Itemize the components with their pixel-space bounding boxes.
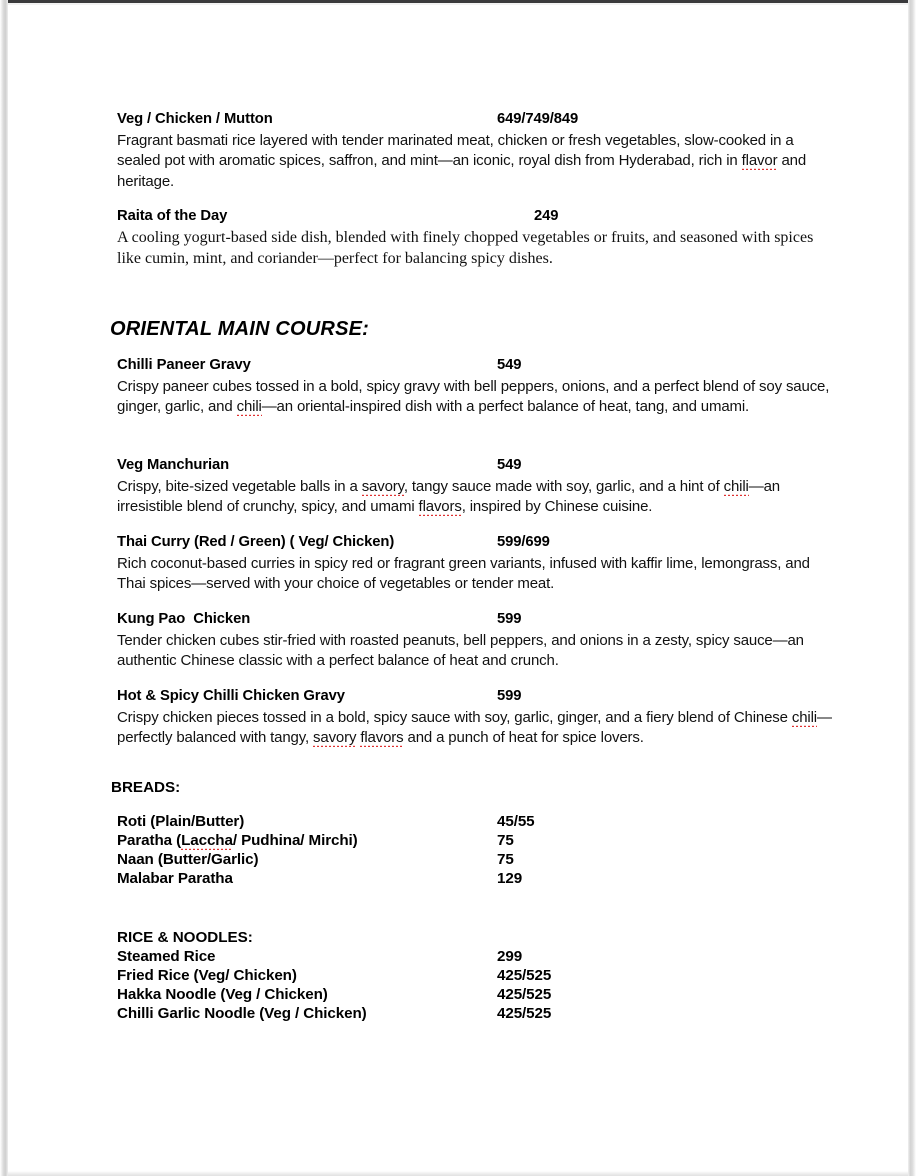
- menu-item-header-row: [117, 611, 835, 630]
- price-row-name: [117, 851, 258, 868]
- price-row-name: [117, 813, 244, 830]
- menu-item-price: 649/749/849: [497, 111, 579, 127]
- description-text-part: —an irresistible blend of crunchy, spicy, and umami: [117, 478, 780, 516]
- price-list-row-naan: [117, 851, 835, 870]
- menu-item-header-row: [117, 534, 835, 553]
- description-text-part: , inspired by Chinese cuisine.: [461, 498, 653, 516]
- section-heading-breads: BREADS:: [111, 779, 181, 796]
- menu-item-price: 599: [497, 611, 522, 627]
- menu-item-header-row: [117, 357, 835, 376]
- price-list-row-steamed-rice: [117, 948, 835, 967]
- description-text-part: Fragrant basmati rice layered with tender marinated meat, chicken or fresh vegetables, slow-cooked in a sealed pot with aromatic spices, saffron, and mint—an iconic, royal dish from Hyderabad, rich in: [117, 132, 794, 170]
- description-text-part: Crispy chicken pieces tossed in a bold, spicy sauce with soy, garlic, ginger, and a fiery blend of Chinese: [117, 709, 792, 726]
- menu-item-name: Veg Manchurian: [117, 457, 230, 473]
- misspelled-word: savory: [313, 729, 357, 747]
- menu-item-price: 249: [534, 208, 559, 224]
- page-left-edge-shadow: [0, 0, 8, 1176]
- menu-item-header-row: [117, 688, 835, 707]
- price-row-name-part: / Pudhina/ Mirchi): [232, 832, 358, 849]
- price-list-row-paratha: [117, 832, 835, 851]
- description-text-part: —an oriental-inspired dish with a perfect balance of heat, tang, and umami.: [261, 398, 750, 416]
- misspelled-word: flavors: [418, 498, 462, 516]
- menu-item-veg-manchurian: [117, 457, 835, 518]
- page-content-sheet: [9, 5, 907, 1171]
- price-row-name: Steamed Rice: [117, 948, 216, 965]
- menu-item-name: Kung Pao Chicken: [117, 611, 251, 627]
- description-text-part: , tangy sauce made with soy, garlic, and a hint of: [403, 478, 724, 495]
- price-list-row-fried-rice: [117, 967, 835, 986]
- price-list-row-roti: [117, 813, 835, 832]
- misspelled-word: chili: [791, 709, 817, 726]
- description-text-part: and a punch of heat for spice lovers.: [403, 729, 644, 747]
- menu-item-description: [117, 377, 835, 418]
- price-row-name: Chilli Garlic Noodle (Veg / Chicken): [117, 1005, 367, 1022]
- misspelled-word: flavors: [360, 729, 404, 747]
- price-row-name-part: Roti (Plain/Butter): [117, 813, 245, 830]
- menu-item-name: Raita of the Day: [117, 208, 228, 224]
- price-row-name: [117, 832, 358, 849]
- menu-item-name: Hot & Spicy Chilli Chicken Gravy: [117, 688, 345, 704]
- misspelled-word: flavor: [741, 152, 778, 170]
- menu-item-name: Chilli Paneer Gravy: [117, 357, 251, 373]
- menu-item-description: Rich coconut-based curries in spicy red or fragrant green variants, infused with kaffir lime, lemongrass, and Thai spices—served with your choice of vegetables or tender meat.: [117, 555, 810, 593]
- menu-item-header-row: [117, 111, 835, 130]
- menu-item-description: [117, 131, 835, 192]
- price-list-row-hakka-noodle: [117, 986, 835, 1005]
- menu-item-header-row: [117, 457, 835, 476]
- menu-item-header-row: [117, 208, 835, 227]
- price-row-value: 425/525: [497, 1005, 552, 1022]
- misspelled-word: chili: [236, 398, 262, 416]
- section-heading-oriental-main-course: ORIENTAL MAIN COURSE:: [110, 318, 370, 340]
- price-row-name: [117, 870, 233, 887]
- price-row-name-part: Malabar Paratha: [117, 870, 233, 887]
- menu-item-thai-curry: [117, 534, 835, 595]
- price-row-value: 129: [497, 870, 523, 887]
- price-list-row-malabar-paratha: [117, 870, 835, 889]
- menu-item-price: 549: [497, 357, 522, 373]
- page-bottom-edge-shadow: [8, 1171, 908, 1176]
- menu-item-description: Tender chicken cubes stir-fried with roasted peanuts, bell peppers, and onions in a zesty, spicy sauce—an authentic Chinese classic with a perfect balance of heat and crunch.: [117, 632, 804, 670]
- price-row-value: 75: [497, 832, 514, 849]
- price-row-name-part: Paratha (: [117, 832, 182, 849]
- misspelled-word: savory: [361, 478, 404, 495]
- price-row-value: 75: [497, 851, 514, 868]
- section-heading-rice-and-noodles: RICE & NOODLES:: [117, 929, 253, 946]
- price-row-name-part: Naan (Butter/Garlic): [117, 851, 259, 868]
- menu-item-veg-chicken-mutton: [117, 111, 835, 192]
- price-row-value: 45/55: [497, 813, 535, 830]
- misspelled-word: Laccha: [181, 832, 233, 849]
- menu-item-price: 599/699: [497, 534, 550, 550]
- menu-item-chilli-paneer-gravy: [117, 357, 835, 418]
- menu-item-raita-of-the-day: [117, 208, 835, 269]
- price-row-name: Hakka Noodle (Veg / Chicken): [117, 986, 328, 1003]
- price-row-name: Fried Rice (Veg/ Chicken): [117, 967, 297, 984]
- price-row-value: 299: [497, 948, 523, 965]
- menu-item-description: [117, 477, 835, 518]
- misspelled-word: chili: [723, 478, 749, 495]
- description-text-part: —perfectly balanced with tangy,: [117, 709, 832, 747]
- menu-item-name: Thai Curry (Red / Green) ( Veg/ Chicken): [117, 534, 395, 550]
- menu-item-price: 549: [497, 457, 522, 473]
- menu-item-description: [117, 708, 835, 749]
- page-right-edge-shadow: [908, 0, 916, 1176]
- menu-item-description: A cooling yogurt-based side dish, blended with finely chopped vegetables or fruits, and seasoned with spices like cumin, mint, and coriander—perfect for balancing spicy dishes.: [117, 229, 814, 267]
- price-row-value: 425/525: [497, 967, 552, 984]
- menu-item-hot-spicy-chilli-chicken-gravy: [117, 688, 835, 749]
- price-list-row-chilli-garlic-noodle: [117, 1005, 835, 1024]
- description-text-part: Crispy, bite-sized vegetable balls in a: [117, 478, 362, 495]
- description-text-part: and heritage.: [117, 152, 807, 190]
- menu-item-price: 599: [497, 688, 522, 704]
- price-row-value: 425/525: [497, 986, 552, 1003]
- menu-item-kung-pao-chicken: [117, 611, 835, 672]
- description-text-part: Crispy paneer cubes tossed in a bold, spicy gravy with bell peppers, onions, and a perfect blend of soy sauce, ginger, garlic, and: [117, 378, 830, 416]
- menu-item-name: Veg / Chicken / Mutton: [117, 111, 273, 127]
